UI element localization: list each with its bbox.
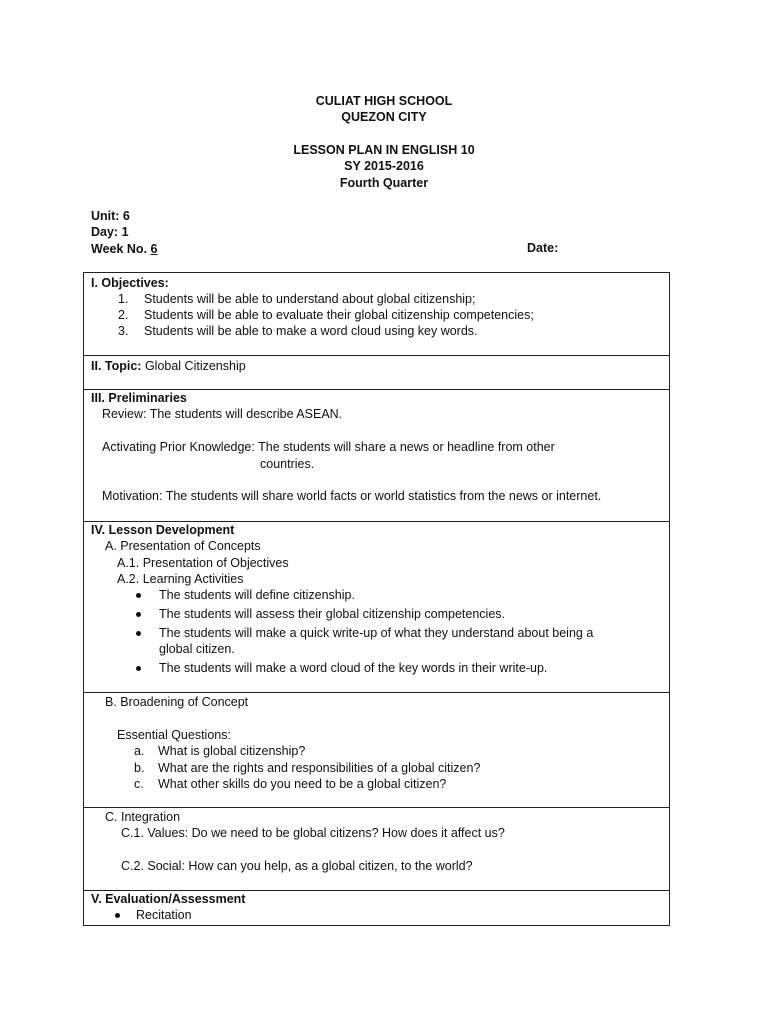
bullet-icon <box>136 593 141 598</box>
broadening-heading: B. Broadening of Concept <box>105 695 249 709</box>
question-letter: b. <box>134 761 145 775</box>
preliminaries-section <box>84 390 669 522</box>
learning-activities: A.2. Learning Activities <box>117 572 244 586</box>
question-text: What is global citizenship? <box>158 744 306 758</box>
bullet-icon <box>136 666 141 671</box>
activity-item: The students will assess their global citizenship competencies. <box>159 607 506 621</box>
bullet-icon <box>136 612 141 617</box>
lesson-development-heading: IV. Lesson Development <box>91 523 235 537</box>
lesson-plan-table <box>83 272 670 926</box>
topic-value: Global Citizenship <box>141 359 246 373</box>
evaluation-item: Recitation <box>136 908 192 922</box>
lesson-development-section <box>84 522 669 693</box>
integration-values: C.1. Values: Do we need to be global citizens? How does it affect us? <box>121 826 505 840</box>
activity-item: The students will make a quick write-up of what they understand about being a <box>159 626 594 640</box>
activity-item: The students will define citizenship. <box>159 588 355 602</box>
question-text: What are the rights and responsibilities of a global citizen? <box>158 761 481 775</box>
week-line <box>91 241 157 257</box>
objective-text: Students will be able to understand about global citizenship; <box>144 292 476 306</box>
review-text: Review: The students will describe ASEAN. <box>102 407 343 421</box>
topic-section <box>84 356 669 390</box>
preliminaries-heading: III. Preliminaries <box>91 391 187 405</box>
motivation-text: Motivation: The students will share world facts or world statistics from the news or internet. <box>102 489 602 503</box>
bullet-icon <box>136 631 141 636</box>
objective-text: Students will be able to make a word cloud using key words. <box>144 324 478 338</box>
quarter: Fourth Quarter <box>339 176 429 190</box>
bullet-icon <box>115 913 120 918</box>
activity-item: The students will make a word cloud of the key words in their write-up. <box>159 661 548 675</box>
question-letter: c. <box>134 777 144 791</box>
unit-label: Unit: 6 <box>91 209 130 223</box>
integration-section <box>84 808 669 891</box>
evaluation-section <box>84 891 669 925</box>
school-city: QUEZON CITY <box>341 110 427 124</box>
objectives-section <box>84 273 669 356</box>
presentation-of-concepts: A. Presentation of Concepts <box>105 539 261 553</box>
school-name: CULIAT HIGH SCHOOL <box>315 94 453 108</box>
broadening-section <box>84 693 669 808</box>
week-label: Week No. <box>91 242 151 256</box>
objective-text: Students will be able to evaluate their global citizenship competencies; <box>144 308 534 322</box>
objective-number: 3. <box>118 324 129 338</box>
essential-questions-label: Essential Questions: <box>117 728 231 742</box>
integration-social: C.2. Social: How can you help, as a global citizen, to the world? <box>121 859 473 873</box>
integration-heading: C. Integration <box>105 810 181 824</box>
evaluation-heading: V. Evaluation/Assessment <box>91 892 246 906</box>
presentation-of-objectives: A.1. Presentation of Objectives <box>117 556 289 570</box>
plan-title: LESSON PLAN IN ENGLISH 10 <box>293 143 475 157</box>
activity-item-continued: global citizen. <box>159 642 235 656</box>
objective-number: 2. <box>118 308 129 322</box>
question-letter: a. <box>134 744 145 758</box>
day-label: Day: 1 <box>91 225 129 239</box>
objective-number: 1. <box>118 292 129 306</box>
activating-text-continued: countries. <box>260 457 315 471</box>
activating-text: Activating Prior Knowledge: The students will share a news or headline from other <box>102 440 555 454</box>
objectives-heading: I. Objectives: <box>91 276 169 290</box>
date-label: Date: <box>527 241 559 255</box>
question-text: What other skills do you need to be a global citizen? <box>158 777 447 791</box>
topic-line <box>91 358 246 375</box>
week-value: 6 <box>150 242 158 256</box>
school-year: SY 2015-2016 <box>344 159 424 173</box>
topic-heading: II. Topic: <box>91 359 142 373</box>
